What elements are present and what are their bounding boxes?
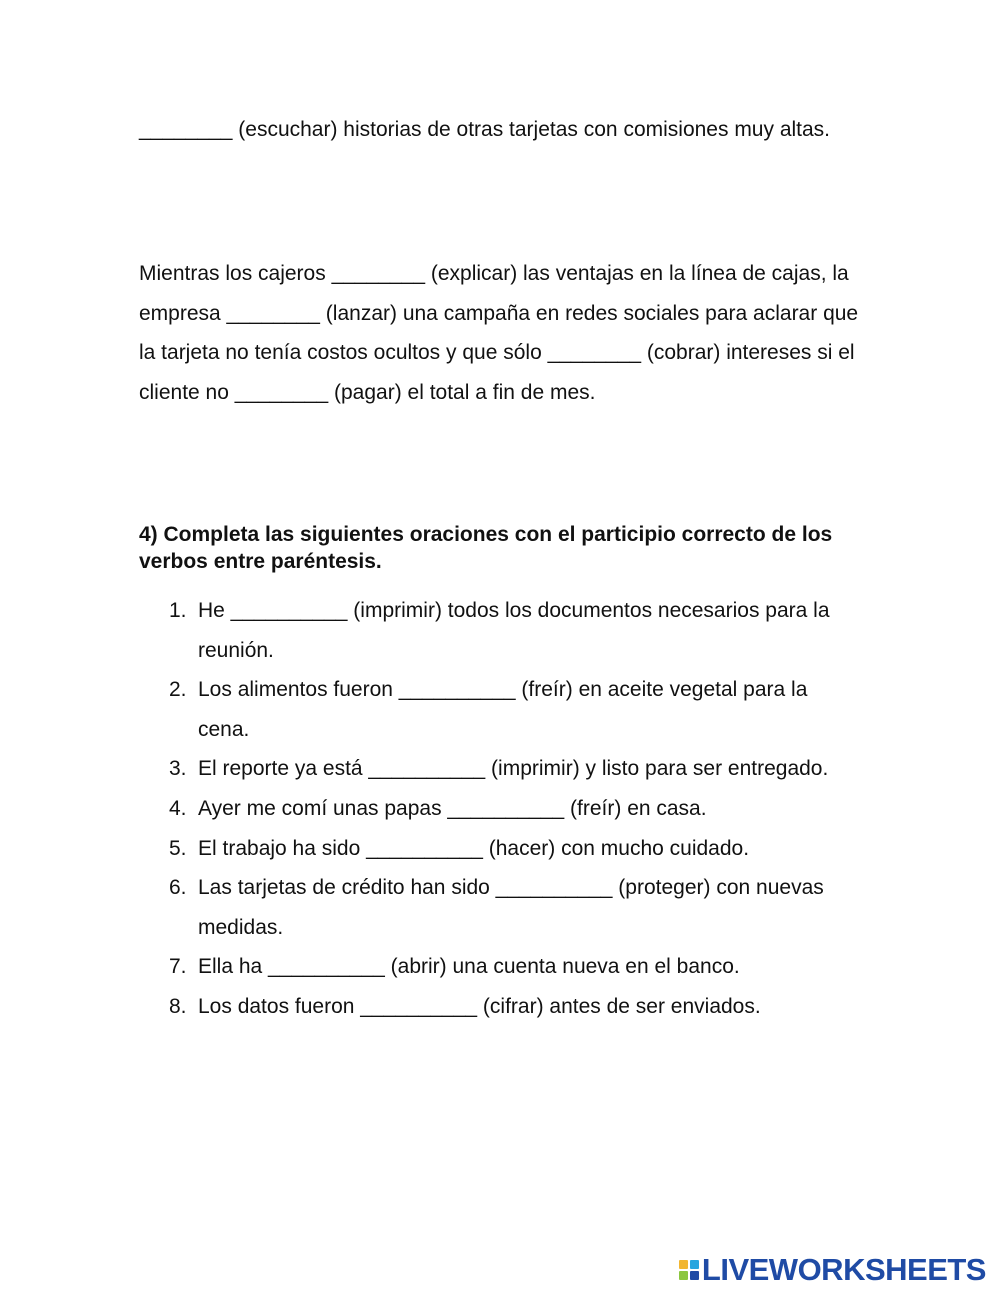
list-item [139,749,859,789]
list-item [139,829,859,869]
list-item [139,670,859,749]
item-number: 2. [169,678,187,702]
paragraph-2: Mientras los cajeros ________ (explicar) las ventajas en la línea de cajas, la empresa ________ (lanzar) una campaña en redes sociales para aclarar que la tarjeta no tenía costos ocultos y que sólo ________ (cobrar) intereses si el cliente no ________ (pagar) el total a fin de mes. [139,262,859,404]
item-number: 3. [169,757,187,781]
item-text: Ayer me comí unas papas __________ (freír) en casa. [198,796,707,820]
item-text: Ella ha __________ (abrir) una cuenta nueva en el banco. [198,955,740,979]
section-4-heading: 4) Completa las siguientes oraciones con el participio correcto de los verbos entre paréntesis. [139,523,833,573]
logo-tile [679,1271,688,1280]
item-number: 1. [169,599,187,622]
item-text: Los datos fueron __________ (cifrar) antes de ser enviados. [198,994,761,1018]
list-item [139,947,859,987]
logo-tile [690,1271,699,1280]
item-text: Las tarjetas de crédito han sido __________ (proteger) con nuevas medidas. [198,876,824,939]
list-item [139,591,859,670]
logo-text: LIVEWORKSHEETS [701,1252,986,1287]
logo-tile [679,1260,688,1269]
item-number: 5. [169,836,187,860]
list-item [139,987,859,1027]
list-item [139,789,859,829]
item-text: El trabajo ha sido __________ (hacer) con mucho cuidado. [198,836,750,860]
item-text: He __________ (imprimir) todos los documentos necesarios para la reunión. [198,599,830,662]
paragraph-1 [139,110,879,150]
item-text: El reporte ya está __________ (imprimir) y listo para ser entregado. [198,757,829,781]
logo-tile [690,1260,699,1269]
liveworksheets-logo[interactable] [679,1252,986,1288]
exercise-list [139,591,859,1027]
paragraph-1-text: (escuchar) historias de otras tarjetas con comisiones muy altas. [232,118,831,141]
item-number: 6. [169,876,187,900]
item-number: 4. [169,796,187,820]
list-item [139,868,859,947]
item-number: 7. [169,955,187,979]
logo-icon [679,1260,699,1280]
blank-field[interactable]: ________ [139,118,233,141]
item-text: Los alimentos fueron __________ (freír) en aceite vegetal para la cena. [198,678,808,741]
item-number: 8. [169,994,187,1018]
